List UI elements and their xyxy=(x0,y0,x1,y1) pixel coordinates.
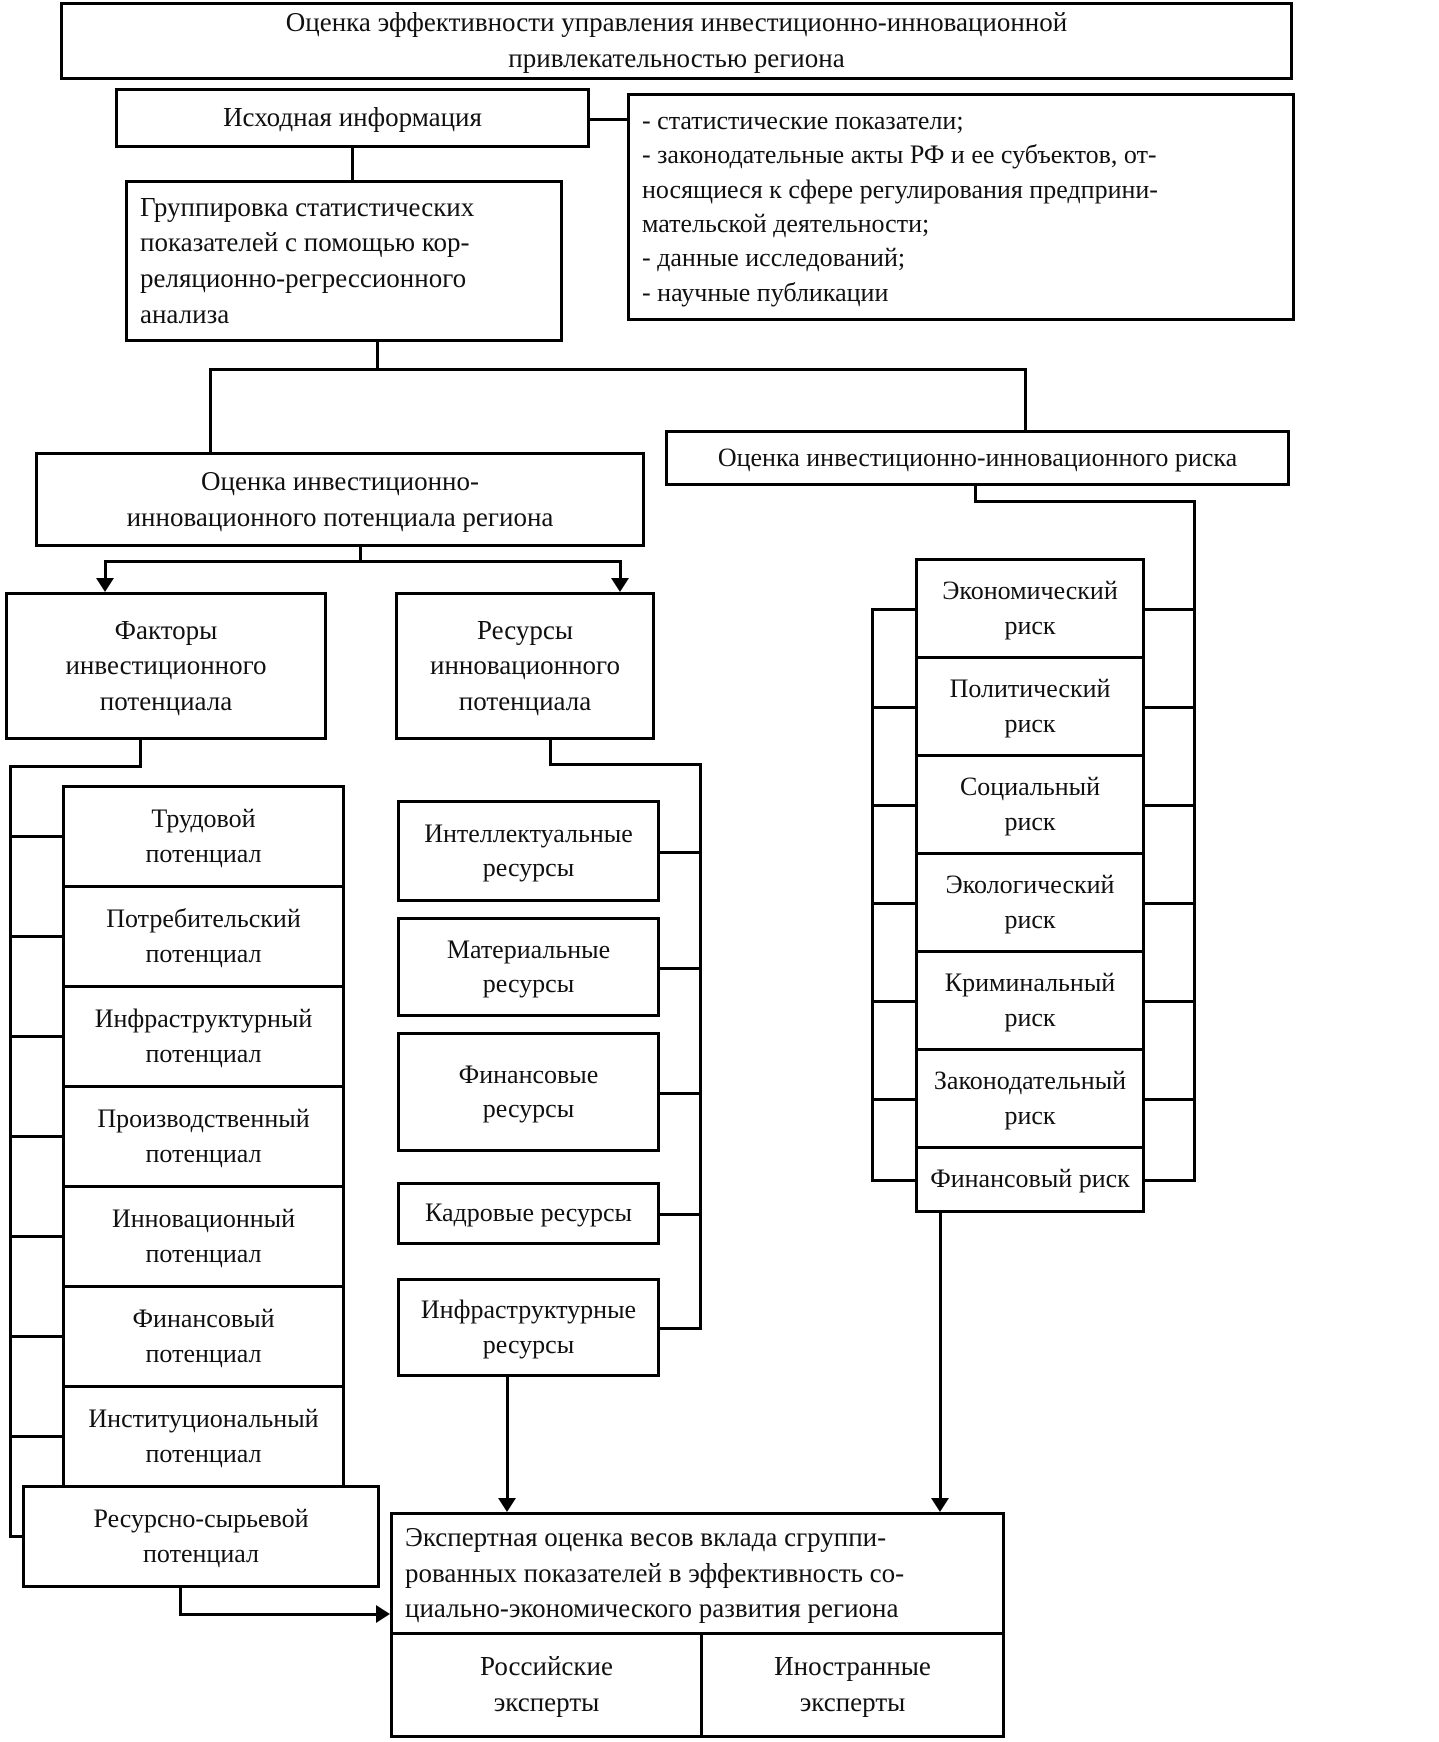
potential-assessment-line: инновационного потенциала региона xyxy=(126,501,554,532)
arrowhead-to-resources xyxy=(611,578,629,592)
expert-line: циально-экономического развития региона xyxy=(405,1593,899,1624)
connector-factors-jog-horizontal xyxy=(9,765,142,768)
factors-rail xyxy=(9,765,12,1538)
resource-item-box xyxy=(397,1032,660,1152)
factor-line: Инновационный xyxy=(111,1204,296,1234)
factors-stub xyxy=(9,1135,62,1138)
risk-line: Экологический xyxy=(945,870,1115,900)
factors-stub xyxy=(9,835,62,838)
title-box xyxy=(60,2,1293,80)
grouping-line: анализа xyxy=(140,298,230,329)
factor-line: потенциал xyxy=(145,938,262,968)
factors-header-line: потенциала xyxy=(99,685,233,716)
factor-line: потенциал xyxy=(145,1438,262,1468)
arrowhead-risks-to-expert xyxy=(931,1498,949,1512)
foreign-experts-cell xyxy=(700,1632,1005,1738)
resource-line: Инфраструктурные xyxy=(420,1295,637,1325)
factors-stub xyxy=(9,935,62,938)
factors-stub xyxy=(9,1535,24,1538)
resource-line: Интеллектуальные xyxy=(424,818,633,848)
connector-split-horizontal xyxy=(209,368,1027,371)
risks-stub-left xyxy=(871,902,918,905)
resources-rail xyxy=(699,763,702,1330)
risks-stub-right xyxy=(1142,902,1196,905)
risks-stub-right xyxy=(1142,608,1196,611)
risk-line: Криминальный xyxy=(944,968,1116,998)
risk-item-box xyxy=(915,656,1145,757)
risks-stub-right xyxy=(1142,1098,1196,1101)
risks-right-rail xyxy=(1193,500,1196,1182)
connector-resources-exit-drop xyxy=(506,1377,509,1501)
risk-line: Законодательный xyxy=(933,1066,1127,1096)
initial-info-box xyxy=(115,88,590,148)
resource-line: ресурсы xyxy=(482,969,575,998)
risks-stub-left xyxy=(871,608,918,611)
resources-stub xyxy=(659,1327,702,1330)
connector-factors-jog-drop xyxy=(139,740,142,768)
arrowhead-to-factors xyxy=(96,578,114,592)
factors-stub xyxy=(9,1235,62,1238)
russian-experts-cell xyxy=(390,1632,703,1738)
expert-evaluation-box xyxy=(390,1512,1005,1635)
experts-line: Иностранные xyxy=(774,1651,931,1682)
factor-line: Финансовый xyxy=(132,1304,275,1334)
resource-item-box xyxy=(397,800,660,902)
source-line: мательской деятельности; xyxy=(642,209,930,238)
factor-line: потенциал xyxy=(143,1538,259,1568)
resource-line: ресурсы xyxy=(482,1094,575,1123)
experts-line: Российские xyxy=(480,1651,613,1682)
connector-risks-exit-drop xyxy=(939,1213,942,1501)
factors-header-line: Факторы xyxy=(114,614,218,645)
factor-line: Ресурсно-сырьевой xyxy=(93,1504,309,1534)
resource-line: Материальные xyxy=(446,934,611,964)
factor-item-box xyxy=(62,985,345,1088)
resource-item-box xyxy=(397,917,660,1017)
factor-item-box xyxy=(22,1485,380,1588)
risk-item-box xyxy=(915,852,1145,953)
risk-line: риск xyxy=(1004,904,1056,934)
grouping-line: показателей с помощью кор- xyxy=(140,227,470,258)
factor-line: потенциал xyxy=(145,1238,262,1268)
risk-item-box xyxy=(915,1048,1145,1149)
grouping-line: Группировка статистических xyxy=(140,191,475,222)
connector-split-right-drop xyxy=(1024,368,1027,430)
grouping-line: реляционно-регрессионного xyxy=(140,263,467,293)
risk-line: риск xyxy=(1004,806,1056,836)
factor-item-box xyxy=(62,1385,345,1488)
risks-stub-right xyxy=(1142,1000,1196,1003)
risks-left-rail xyxy=(871,608,874,1182)
risk-assessment-box xyxy=(665,430,1290,486)
factor-line: Трудовой xyxy=(151,804,256,834)
connector-grouping-drop xyxy=(376,342,379,368)
resources-header-line: Ресурсы xyxy=(476,614,574,645)
risk-assessment-label: Оценка инвестиционно-инновационного риска xyxy=(717,442,1238,472)
resources-stub xyxy=(659,967,702,970)
connector-risk-horizontal xyxy=(974,500,1196,503)
risk-item-box xyxy=(915,754,1145,855)
resource-line: ресурсы xyxy=(482,1329,575,1359)
risk-item-box xyxy=(915,1146,1145,1213)
factor-line: Институциональный xyxy=(88,1404,319,1434)
risk-item-box xyxy=(915,950,1145,1051)
factor-line: потенциал xyxy=(145,1138,262,1168)
experts-line: эксперты xyxy=(799,1687,906,1717)
connector-initialinfo-grouping xyxy=(351,148,354,180)
risk-line: риск xyxy=(1004,708,1056,738)
risk-line: Политический xyxy=(949,674,1111,704)
factors-header-box xyxy=(5,592,327,740)
resource-item-box xyxy=(397,1182,660,1245)
resources-stub xyxy=(659,1213,702,1216)
connector-split-left-drop xyxy=(209,368,212,452)
resource-line: Кадровые ресурсы xyxy=(425,1198,632,1228)
risks-stub-left xyxy=(871,1000,918,1003)
factors-stub xyxy=(9,1335,62,1338)
resources-stub xyxy=(659,851,702,854)
factor-line: Инфраструктурный xyxy=(94,1004,313,1034)
potential-assessment-line: Оценка инвестиционно- xyxy=(201,465,479,496)
resource-item-box xyxy=(397,1278,660,1377)
resource-line: ресурсы xyxy=(482,853,575,882)
connector-potential-drop xyxy=(359,547,362,560)
factors-stub xyxy=(9,1035,62,1038)
factor-line: потенциал xyxy=(145,838,262,868)
factor-line: потенциал xyxy=(145,1038,262,1068)
potential-assessment-box xyxy=(35,452,645,547)
risk-item-box xyxy=(915,558,1145,659)
arrowhead-to-expert-left xyxy=(376,1605,390,1623)
grouping-box xyxy=(125,180,563,342)
risk-line: риск xyxy=(1004,1100,1056,1130)
source-line: - статистические показатели; xyxy=(642,106,964,136)
initial-info-label: Исходная информация xyxy=(223,102,482,133)
factor-item-box xyxy=(62,1085,345,1188)
factors-header-line: инвестиционного xyxy=(65,650,267,681)
connector-resources-jog-horizontal xyxy=(549,763,702,766)
risks-stub-right xyxy=(1142,1179,1196,1182)
source-line: - данные исследований; xyxy=(642,243,906,273)
factor-item-box xyxy=(62,1285,345,1388)
connector-potential-horizontal xyxy=(104,560,622,563)
risks-stub-left xyxy=(871,1098,918,1101)
factor-item-box xyxy=(62,1185,345,1288)
factor-item-box xyxy=(62,885,345,988)
connector-initialinfo-sources xyxy=(590,118,627,121)
connector-factors-exit-horizontal xyxy=(179,1613,378,1616)
risks-stub-right xyxy=(1142,804,1196,807)
factor-item-box xyxy=(62,785,345,888)
resources-header-line: инновационного xyxy=(430,650,620,681)
factor-line: потенциал xyxy=(145,1338,262,1368)
resources-stub xyxy=(659,1092,702,1095)
risk-line: Экономический xyxy=(942,576,1118,606)
risks-stub-right xyxy=(1142,706,1196,709)
sources-box xyxy=(627,93,1295,321)
connector-factors-exit-drop xyxy=(179,1585,182,1616)
title-line: привлекательностью региона xyxy=(508,43,845,73)
resources-header-line: потенциала xyxy=(458,685,592,716)
risk-line: риск xyxy=(1004,1002,1056,1032)
source-line: - законодательные акты РФ и ее субъектов, от- xyxy=(642,140,1157,170)
risks-stub-left xyxy=(871,804,918,807)
source-line: - научные публикации xyxy=(642,277,889,307)
resource-line: Финансовые xyxy=(458,1059,599,1089)
risk-line: риск xyxy=(1004,610,1056,640)
factor-line: Потребительский xyxy=(106,904,301,934)
expert-line: рованных показателей в эффективность со- xyxy=(405,1557,905,1588)
risks-stub-left xyxy=(871,1179,918,1182)
experts-line: эксперты xyxy=(493,1687,600,1717)
risk-line: Социальный xyxy=(959,772,1101,802)
risks-stub-left xyxy=(871,706,918,709)
expert-line: Экспертная оценка весов вклада сгруппи- xyxy=(405,1522,887,1553)
resources-header-box xyxy=(395,592,655,740)
arrowhead-resources-to-expert xyxy=(498,1498,516,1512)
factors-stub xyxy=(9,1435,62,1438)
title-line: Оценка эффективности управления инвестиционно-инновационной xyxy=(285,7,1068,38)
source-line: носящиеся к сфере регулирования предприни- xyxy=(642,174,1158,204)
factor-line: Производственный xyxy=(97,1104,310,1134)
risk-line: Финансовый риск xyxy=(930,1164,1130,1194)
